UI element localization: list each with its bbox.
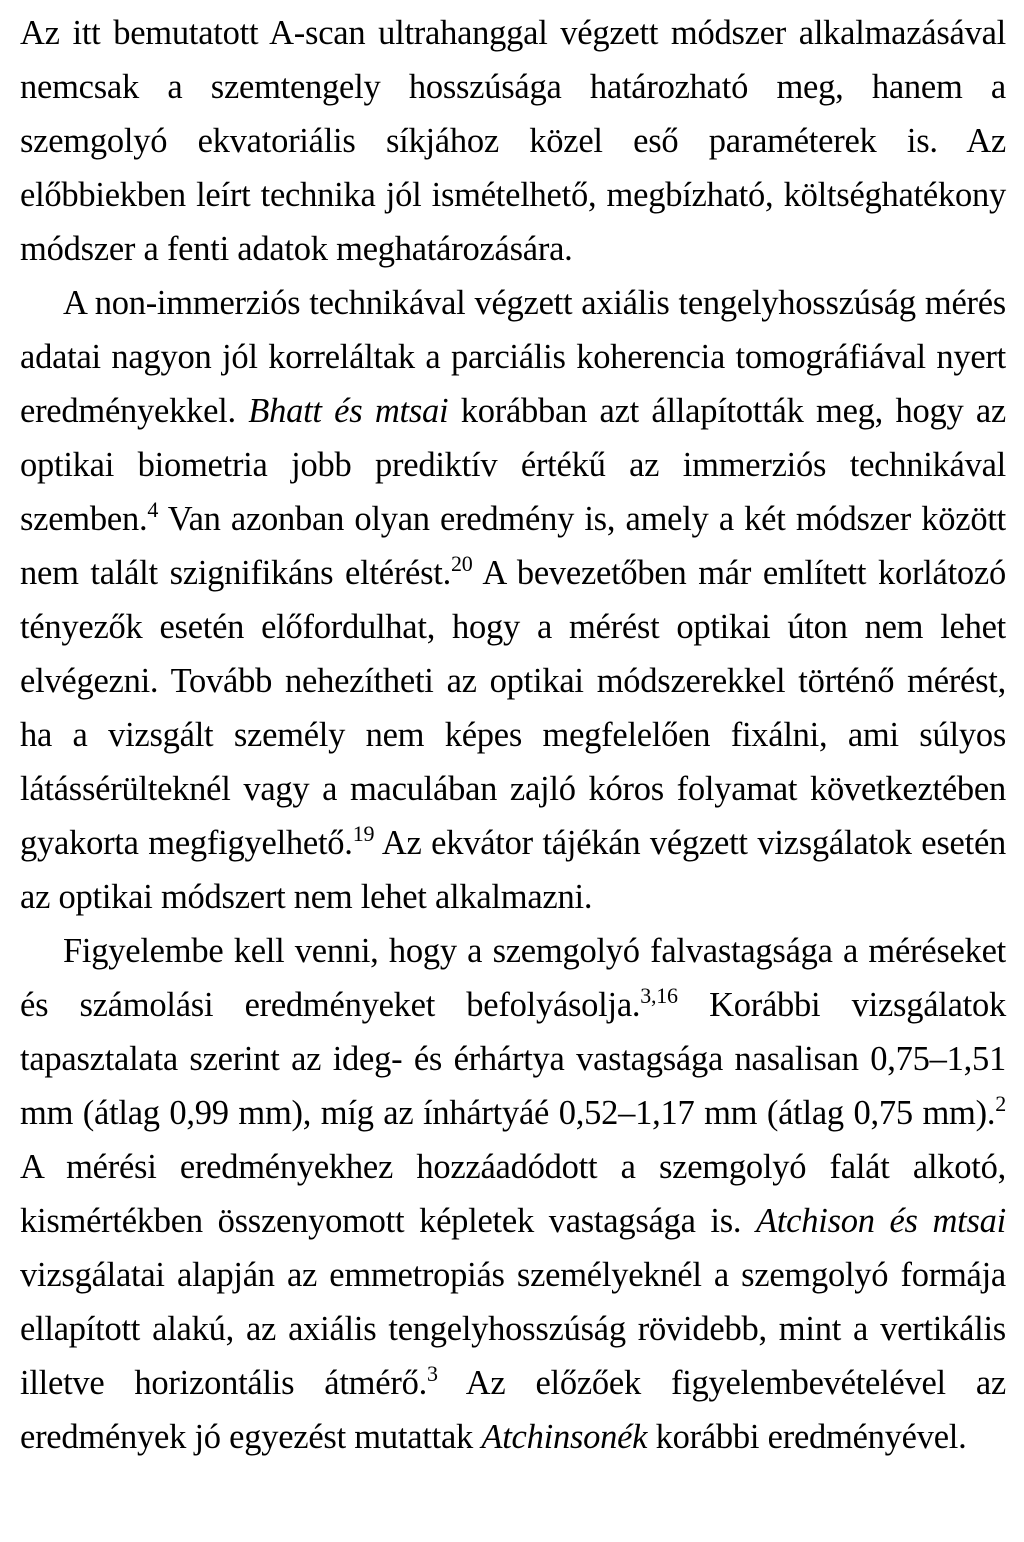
text-run: A bevezetőben már említett korlátozó tényezők esetén előfordulhat, hogy a mérést optikai úton nem lehet elvégezni. Tovább nehezítheti az optikai módszerekkel történő mérést, ha a vizsgált személy nem képes megfelelően fixálni, ami súlyos látássérülteknél vagy a maculában zajló kóros folyamat következtében gyakorta megfigyelhető.: [20, 554, 1006, 862]
text-run: Korábbi vizsgálatok tapasztalata szerint az ideg- és érhártya vastagsága nasalisan 0,75–1,51 mm (átlag 0,99 mm), míg az ínhártyáé 0,52–1,17 mm (átlag 0,75 mm).: [20, 986, 1006, 1132]
author-citation: Atchinsonék: [481, 1418, 648, 1456]
author-citation: Bhatt és mtsai: [248, 392, 449, 430]
text-run: vizsgálatai alapján az emmetropiás személyeknél a szemgolyó formája ellapított alakú, az axiális tengelyhosszúság rövidebb, mint a vertikális illetve horizontális átmérő.: [20, 1256, 1006, 1402]
reference-marker: 2: [995, 1091, 1006, 1116]
text-run: Az előzőek figyelembevételével az eredmények jó egyezést mutattak: [20, 1364, 1006, 1456]
paragraph-1: [20, 6, 1006, 276]
text-run: Figyelembe kell venni, hogy a szemgolyó falvastagsága a méréseket és számolási eredményeket befolyásolja.: [20, 932, 1006, 1024]
reference-marker: 4: [147, 497, 159, 522]
text-run: Az ekvátor tájékán végzett vizsgálatok esetén az optikai módszert nem lehet alkalmazni.: [20, 824, 1007, 916]
text-run: A non-immerziós technikával végzett axiális tengelyhosszúság mérés adatai nagyon jól korreláltak a parciális koherencia tomográfiával nyert eredményekkel.: [20, 284, 1006, 430]
reference-marker: 19: [352, 821, 375, 846]
reference-marker: 3: [426, 1361, 438, 1386]
text-run: korábban azt állapították meg, hogy az optikai biometria jobb prediktív értékű az immerziós technikával szemben.: [20, 392, 1006, 538]
reference-marker: 20: [451, 551, 473, 576]
text-run: Az itt bemutatott A-scan ultrahanggal végzett módszer alkalmazásával nemcsak a szemtengely hosszúsága határozható meg, hanem a szemgolyó ekvatoriális síkjához közel eső paraméterek is. Az előbbiekben leírt technika jól ismételhető, megbízható, költséghatékony módszer a fenti adatok meghatározására.: [20, 14, 1006, 268]
text-run: korábbi eredményével.: [647, 1418, 967, 1456]
paragraph-3: [20, 924, 1006, 1464]
text-run: Van azonban olyan eredmény is, amely a két módszer között nem talált szignifikáns eltérést.: [20, 500, 1006, 592]
reference-marker: 3,16: [640, 983, 678, 1008]
author-citation: Atchison és mtsai: [756, 1202, 1006, 1240]
text-run: A mérési eredményekhez hozzáadódott a szemgolyó falát alkotó, kismértékben összenyomott képletek vastagsága is.: [20, 1148, 1006, 1240]
paragraph-2: [20, 276, 1006, 924]
